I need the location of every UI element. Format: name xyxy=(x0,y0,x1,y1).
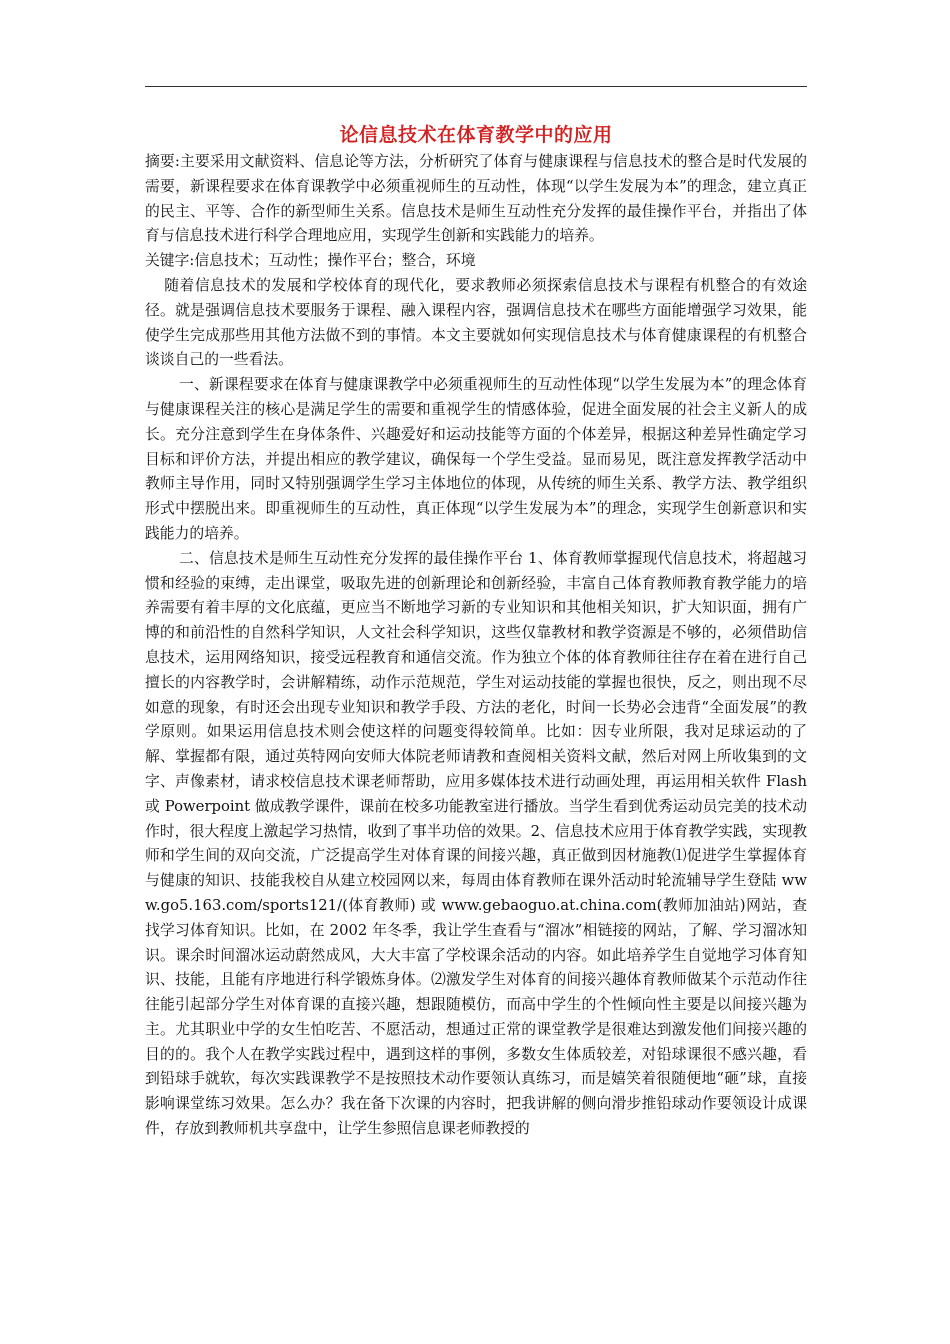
intro-paragraph: 随着信息技术的发展和学校体育的现代化，要求教师必须探索信息技术与课程有机整合的有效途径。就是强调信息技术要服务于课程、融入课程内容，强调信息技术在哪些方面能增强学习效果，能使学生完成那些用其他方法做不到的事情。本文主要就如何实现信息技术与体育健康课程的有机整合谈谈自己的一些看法。 xyxy=(145,276,807,369)
header-rule xyxy=(145,86,807,87)
document-body xyxy=(145,120,807,1142)
section-two-paragraph: 二、信息技术是师生互动性充分发挥的最佳操作平台 1、体育教师掌握现代信息技术，将超越习惯和经验的束缚，走出课堂，吸取先进的创新理论和创新经验，丰富自己体育教师教育教学能力的培养需要有着丰厚的文化底蕴，更应当不断地学习新的专业知识和其他相关知识，扩大知识面，拥有广博的和前沿性的自然科学知识，人文社会科学知识，这些仅靠教材和教学资源是不够的，必须借助信息技术，运用网络知识，接受远程教育和通信交流。作为独立个体的体育教师往往存在着在进行自己擅长的内容教学时，会讲解精练，动作示范规范，学生对运动技能的掌握也很快，反之，则出现不尽如意的现象，有时还会出现专业知识和教学手段、方法的老化，时间一长势必会违背“全面发展”的教学原则。如果运用信息技术则会使这样的问题变得较简单。比如：因专业所限，我对足球运动的了解、掌握都有限，通过英特网向安师大体院老师请教和查阅相关资料文献，然后对网上所收集到的文字、声像素材，请求校信息技术课老师帮助，应用多媒体技术进行动画处理，再运用相关软件 Flash 或 Powerpoint 做成教学课件，课前在校多功能教室进行播放。当学生看到优秀运动员完美的技术动作时，很大程度上激起学习热情，收到了事半功倍的效果。2、信息技术应用于体育教学实践，实现教师和学生间的双向交流，广泛提高学生对体育课的间接兴趣，真正做到因材施教⑴促进学生掌握体育与健康的知识、技能我校自从建立校园网以来，每周由体育教师在课外活动时轮流辅导学生登陆 www.go5.163.com/sports121/(体育教师) 或 www.gebaoguo.at.china.com(教师加油站)网站，查找学习体育知识。比如，在 2002 年冬季，我让学生查看与“溜冰”相链接的网站，了解、学习溜冰知识。课余时间溜冰运动蔚然成风，大大丰富了学校课余活动的内容。如此培养学生自觉地学习体育知识、技能，且能有序地进行科学锻炼身体。⑵激发学生对体育的间接兴趣体育教师做某个示范动作往往能引起部分学生对体育课的直接兴趣，想跟随模仿，而高中学生的个性倾向性主要是以间接兴趣为主。尤其职业中学的女生怕吃苦、不愿活动，想通过正常的课堂教学是很难达到激发他们间接兴趣的目的的。我个人在教学实践过程中，遇到这样的事例，多数女生体质较差，对铅球课很不感兴趣，看到铅球手就软，每次实践课教学不是按照技术动作要领认真练习，而是嬉笑着很随便地“砸”球，直接影响课堂练习效果。怎么办？我在备下次课的内容时，把我讲解的侧向滑步推铅球动作要领设计成课件，存放到教师机共享盘中，让学生参照信息课老师教授的 xyxy=(145,549,807,1138)
document-title: 论信息技术在体育教学中的应用 xyxy=(339,124,613,146)
section-one-paragraph: 一、新课程要求在体育与健康课教学中必须重视师生的互动性体现“以学生发展为本”的理念体育与健康课程关注的核心是满足学生的需要和重视学生的情感体验，促进全面发展的社会主义新人的成长。充分注意到学生在身体条件、兴趣爱好和运动技能等方面的个体差异，根据这种差异性确定学习目标和评价方法，并提出相应的教学建议，确保每一个学生受益。显而易见，既注意发挥教学活动中教师主导作用，同时又特别强调学生学习主体地位的体现，从传统的师生关系、教学方法、教学组织形式中摆脱出来。即重视师生的互动性，真正体现“以学生发展为本”的理念，实现学生创新意识和实践能力的培养。 xyxy=(145,376,807,542)
abstract-paragraph: 摘要:主要采用文献资料、信息论等方法，分析研究了体育与健康课程与信息技术的整合是时代发展的需要，新课程要求在体育课教学中必须重视师生的互动性，体现“以学生发展为本”的理念，建立真正的民主、平等、合作的新型师生关系。信息技术是师生互动性充分发挥的最佳操作平台，并指出了体育与信息技术进行科学合理地应用，实现学生创新和实践能力的培养。 xyxy=(145,153,807,245)
keywords-line: 关键字:信息技术；互动性；操作平台；整合，环境 xyxy=(145,252,476,270)
